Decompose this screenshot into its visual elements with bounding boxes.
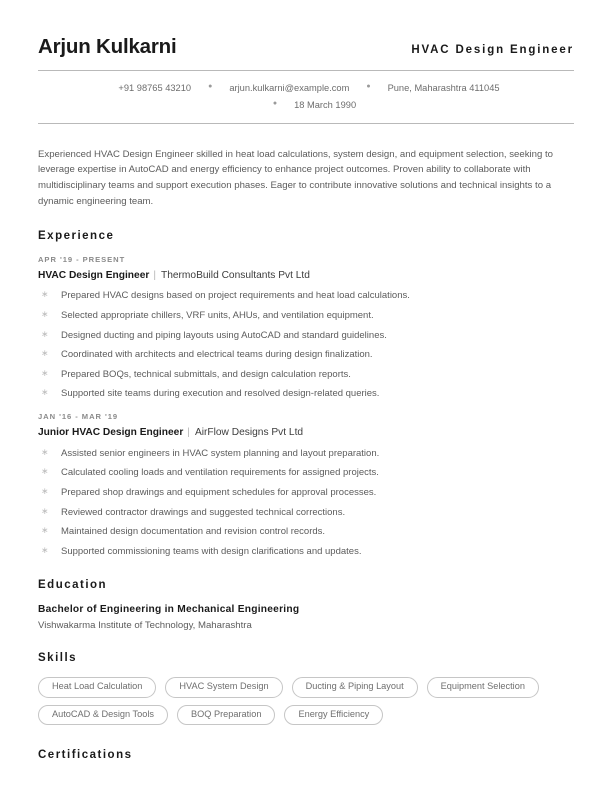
education-degree: Bachelor of Engineering in Mechanical Engineering	[38, 603, 300, 615]
experience-entry	[38, 255, 574, 400]
experience-bullet	[38, 387, 574, 400]
section-skills	[38, 652, 574, 725]
experience-bullet-text: Calculated cooling loads and ventilation requirements for assigned projects.	[61, 467, 379, 479]
experience-date-range: APR '19 - PRESENT	[38, 255, 126, 265]
section-education	[38, 579, 574, 631]
experience-bullet-list	[38, 447, 574, 558]
experience-bullet	[38, 447, 574, 460]
bullet-marker-icon: ∗	[41, 328, 49, 339]
contact-email[interactable]: arjun.kulkarni@example.com	[229, 82, 350, 93]
experience-bullet-text: Selected appropriate chillers, VRF units, AHUs, and ventilation equipment.	[61, 309, 374, 321]
experience-bullet-text: Assisted senior engineers in HVAC system planning and layout preparation.	[61, 447, 380, 459]
job-title-tagline: HVAC Design Engineer	[411, 44, 574, 56]
contact-row-secondary	[38, 97, 574, 114]
experience-bullet-text: Supported site teams during execution and resolved design-related queries.	[61, 388, 380, 400]
experience-organization: AirFlow Designs Pvt Ltd	[194, 427, 304, 439]
experience-bullet	[38, 486, 574, 499]
page-title: Arjun Kulkarni	[38, 35, 177, 58]
skills-chip-list	[38, 677, 568, 725]
experience-bullet	[38, 329, 574, 342]
education-entry	[38, 604, 574, 631]
experience-bullet	[38, 506, 574, 519]
section-certifications	[38, 749, 574, 761]
experience-role: HVAC Design Engineer	[38, 270, 150, 282]
skill-chip: BOQ Preparation	[177, 705, 275, 726]
contact-separator-icon: ●	[366, 82, 371, 90]
bullet-marker-icon: ∗	[41, 485, 49, 496]
role-org-separator-icon: |	[187, 427, 190, 439]
bullet-marker-icon: ∗	[41, 348, 49, 359]
section-experience	[38, 230, 574, 558]
contact-row-primary	[38, 80, 574, 97]
contact-phone[interactable]: +91 98765 43210	[118, 82, 192, 93]
experience-bullet-text: Reviewed contractor drawings and suggested technical corrections.	[61, 506, 346, 518]
skill-chip: Heat Load Calculation	[38, 677, 156, 698]
contact-separator-icon: ●	[272, 99, 278, 107]
experience-bullet	[38, 466, 574, 479]
skill-chip: Equipment Selection	[427, 677, 539, 698]
professional-summary: Experienced HVAC Design Engineer skilled in heat load calculations, system design, and equipment selection, seeking to leverage expertise in AutoCAD and energy efficiency to enhance project outcomes. Proven ability to collaborate with multidisciplinary teams and support execution phases. Eager to contribute innovative solutions and technical insights to a dynamic engineering team.	[38, 148, 553, 207]
bullet-marker-icon: ∗	[41, 544, 49, 555]
section-title-skills: Skills	[38, 651, 78, 664]
experience-bullet	[38, 289, 574, 302]
education-list	[38, 604, 574, 631]
role-org-separator-icon: |	[153, 270, 156, 282]
experience-heading	[38, 426, 574, 439]
bullet-marker-icon: ∗	[41, 446, 49, 457]
contact-info	[38, 71, 574, 123]
bullet-marker-icon: ∗	[41, 289, 49, 300]
skill-chip: HVAC System Design	[165, 677, 282, 698]
experience-date-range: JAN '16 - MAR '19	[38, 412, 119, 422]
header-divider-bottom	[38, 123, 574, 124]
bullet-marker-icon: ∗	[41, 367, 49, 378]
experience-bullet	[38, 545, 574, 558]
bullet-marker-icon: ∗	[41, 525, 49, 536]
bullet-marker-icon: ∗	[41, 505, 49, 516]
bullet-marker-icon: ∗	[41, 387, 49, 398]
bullet-marker-icon: ∗	[41, 308, 49, 319]
experience-bullet	[38, 348, 574, 361]
experience-organization: ThermoBuild Consultants Pvt Ltd	[160, 270, 310, 282]
experience-bullet-text: Designed ducting and piping layouts using AutoCAD and standard guidelines.	[61, 329, 387, 341]
experience-role: Junior HVAC Design Engineer	[38, 427, 184, 439]
experience-bullet-text: Coordinated with architects and electrical teams during design finalization.	[61, 349, 373, 361]
experience-entry	[38, 412, 574, 557]
contact-location: Pune, Maharashtra 411045	[387, 82, 500, 93]
contact-birthdate: 18 March 1990	[294, 99, 357, 110]
resume-header	[38, 0, 574, 59]
experience-bullet-list	[38, 289, 574, 400]
experience-bullet	[38, 525, 574, 538]
education-institution: Vishwakarma Institute of Technology, Maharashtra	[38, 619, 252, 631]
experience-heading	[38, 269, 574, 282]
skill-chip: Ducting & Piping Layout	[292, 677, 418, 698]
experience-list	[38, 255, 574, 558]
section-title-education: Education	[38, 578, 108, 591]
experience-bullet	[38, 309, 574, 322]
section-title-experience: Experience	[38, 230, 115, 243]
skill-chip: AutoCAD & Design Tools	[38, 705, 168, 726]
experience-bullet-text: Prepared shop drawings and equipment schedules for approval processes.	[61, 486, 377, 498]
bullet-marker-icon: ∗	[41, 466, 49, 477]
experience-bullet-text: Prepared BOQs, technical submittals, and design calculation reports.	[61, 368, 351, 380]
skill-chip: Energy Efficiency	[284, 705, 383, 726]
contact-separator-icon: ●	[208, 82, 213, 90]
experience-bullet-text: Prepared HVAC designs based on project requirements and heat load calculations.	[61, 290, 410, 302]
experience-bullet-text: Maintained design documentation and revision control records.	[61, 526, 326, 538]
section-title-certifications: Certifications	[38, 749, 133, 762]
experience-bullet	[38, 368, 574, 381]
experience-bullet-text: Supported commissioning teams with design clarifications and updates.	[61, 545, 362, 557]
